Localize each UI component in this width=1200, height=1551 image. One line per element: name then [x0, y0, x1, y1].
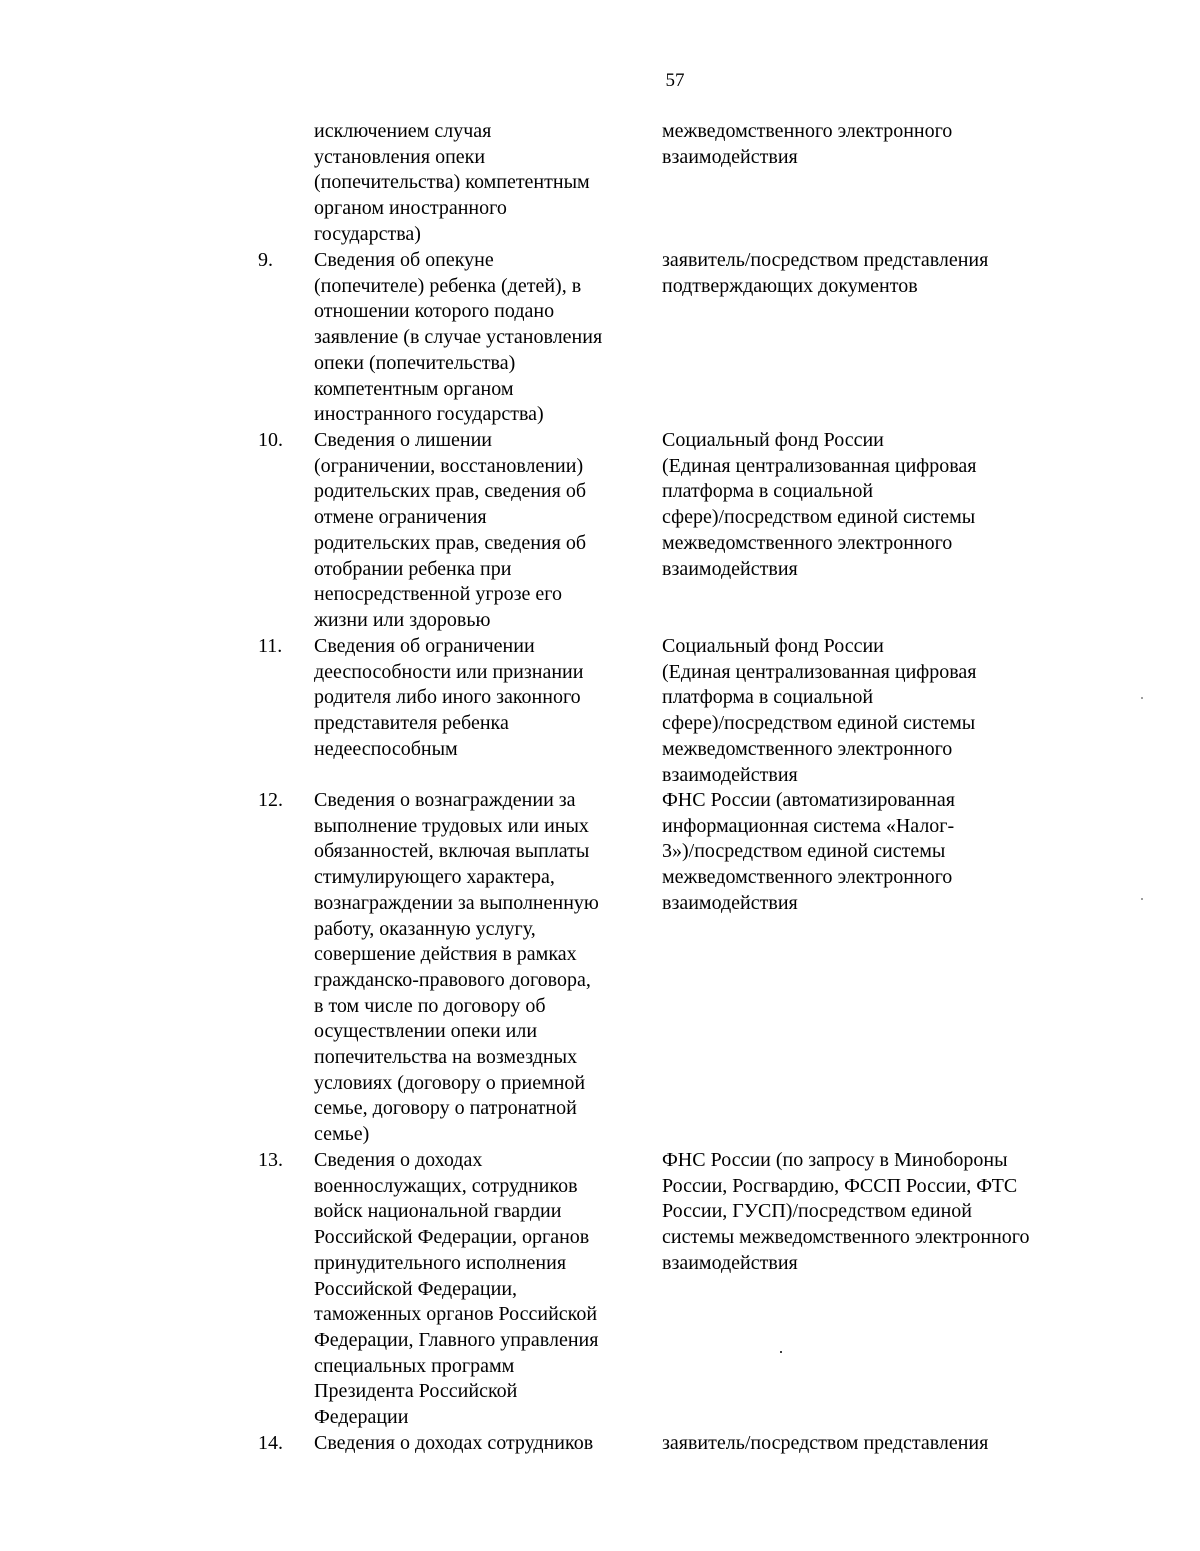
source-line: взаимодействия — [662, 1251, 798, 1274]
description-line: (ограничении, восстановлении) — [314, 454, 584, 477]
row-number: 10. — [258, 429, 283, 451]
source-line: платформа в социальной — [662, 480, 874, 503]
source-line: взаимодействия — [662, 763, 798, 786]
description-line: специальных программ — [314, 1354, 515, 1377]
source-line: заявитель/посредством представления — [662, 1432, 989, 1454]
description-line: Сведения о доходах — [314, 1149, 483, 1171]
description-line: органом иностранного — [314, 197, 507, 220]
row-source — [662, 119, 1082, 170]
description-line: войск национальной гвардии — [314, 1200, 562, 1223]
source-line: ФНС России (по запросу в Минобороны — [662, 1149, 1008, 1171]
row-source — [662, 634, 1082, 788]
description-line: семье, договору о патронатной — [314, 1097, 577, 1120]
description-line: государства) — [314, 222, 421, 245]
source-line: ФНС России (автоматизированная — [662, 789, 955, 811]
row-description — [314, 788, 644, 1148]
description-line: (попечителе) ребенка (детей), в — [314, 274, 582, 297]
description-line: компетентным органом — [314, 377, 514, 400]
source-line: 3»)/посредством единой системы — [662, 840, 946, 863]
description-line: вознаграждении за выполненную — [314, 891, 599, 914]
source-line: заявитель/посредством представления — [662, 249, 989, 271]
description-line: Сведения об опекуне — [314, 249, 494, 271]
description-line: родительских прав, сведения об — [314, 531, 586, 554]
description-line: отобрании ребенка при — [314, 557, 512, 580]
description-line: родительских прав, сведения об — [314, 480, 586, 503]
source-line: информационная система «Налог- — [662, 814, 955, 837]
description-line: дееспособности или признании — [314, 660, 584, 683]
source-line: межведомственного электронного — [662, 120, 953, 142]
source-line: (Единая централизованная цифровая — [662, 660, 977, 683]
description-line: Российской Федерации, — [314, 1277, 518, 1300]
description-line: Российской Федерации, органов — [314, 1226, 590, 1249]
description-line: попечительства на возмездных — [314, 1046, 578, 1069]
row-source — [662, 1148, 1082, 1277]
description-line: совершение действия в рамках — [314, 943, 577, 966]
description-line: условиях (договору о приемной — [314, 1071, 586, 1094]
row-number: 12. — [258, 789, 283, 811]
row-source — [662, 788, 1082, 917]
description-line: установления опеки — [314, 145, 486, 168]
scan-speck — [1141, 697, 1143, 699]
description-line: стимулирующего характера, — [314, 866, 555, 889]
source-line: взаимодействия — [662, 145, 798, 168]
description-line: семье) — [314, 1123, 370, 1146]
description-line: Сведения о доходах сотрудников — [314, 1432, 594, 1454]
description-line: Федерации — [314, 1406, 409, 1429]
description-line: недееспособным — [314, 737, 458, 760]
description-line: представителя ребенка — [314, 712, 509, 735]
row-description — [314, 248, 644, 428]
source-line: России, ГУСП)/посредством единой — [662, 1200, 972, 1223]
description-line: военнослужащих, сотрудников — [314, 1174, 578, 1197]
description-line: жизни или здоровью — [314, 608, 491, 631]
description-line: Сведения о лишении — [314, 429, 493, 451]
description-line: Федерации, Главного управления — [314, 1328, 599, 1351]
source-line: Социальный фонд России — [662, 635, 884, 657]
source-line: сфере)/посредством единой системы — [662, 712, 976, 735]
source-line: взаимодействия — [662, 891, 798, 914]
description-line: таможенных органов Российской — [314, 1303, 598, 1326]
description-line: в том числе по договору об — [314, 994, 546, 1017]
description-line: Сведения о вознаграждении за — [314, 789, 576, 811]
row-number: 13. — [258, 1149, 283, 1171]
source-line: России, Росгвардию, ФССП России, ФТС — [662, 1174, 1018, 1197]
source-line: межведомственного электронного — [662, 866, 953, 889]
row-description — [314, 428, 644, 634]
row-description — [314, 1431, 644, 1457]
row-source — [662, 248, 1082, 299]
page-number: 57 — [665, 70, 685, 91]
description-line: Сведения об ограничении — [314, 635, 535, 657]
description-line: исключением случая — [314, 120, 492, 142]
source-line: сфере)/посредством единой системы — [662, 506, 976, 529]
source-line: взаимодействия — [662, 557, 798, 580]
description-line: осуществлении опеки или — [314, 1020, 538, 1043]
row-number: 9. — [258, 249, 273, 271]
source-line: платформа в социальной — [662, 686, 874, 709]
scan-speck — [1141, 898, 1143, 900]
description-line: (попечительства) компетентным — [314, 171, 590, 194]
description-line: родителя либо иного законного — [314, 686, 581, 709]
description-line: иностранного государства) — [314, 403, 544, 426]
source-line: системы межведомственного электронного — [662, 1226, 1030, 1249]
source-line: межведомственного электронного — [662, 531, 953, 554]
scan-speck — [780, 1351, 782, 1353]
source-line: межведомственного электронного — [662, 737, 953, 760]
row-number: 11. — [258, 635, 283, 657]
description-line: Президента Российской — [314, 1380, 518, 1403]
description-line: принудительного исполнения — [314, 1251, 567, 1274]
row-number: 14. — [258, 1432, 283, 1454]
row-description — [314, 1148, 644, 1431]
source-line: (Единая централизованная цифровая — [662, 454, 977, 477]
description-line: гражданско-правового договора, — [314, 968, 591, 991]
row-description — [314, 634, 644, 763]
description-line: выполнение трудовых или иных — [314, 814, 589, 837]
description-line: отмене ограничения — [314, 506, 487, 529]
row-source — [662, 1431, 1082, 1457]
description-line: заявление (в случае установления — [314, 326, 603, 349]
description-line: опеки (попечительства) — [314, 351, 516, 374]
source-line: подтверждающих документов — [662, 274, 918, 297]
row-description — [314, 119, 644, 248]
source-line: Социальный фонд России — [662, 429, 884, 451]
description-line: отношении которого подано — [314, 300, 555, 323]
row-source — [662, 428, 1082, 582]
description-line: работу, оказанную услугу, — [314, 917, 536, 940]
description-line: обязанностей, включая выплаты — [314, 840, 590, 863]
description-line: непосредственной угрозе его — [314, 583, 562, 606]
